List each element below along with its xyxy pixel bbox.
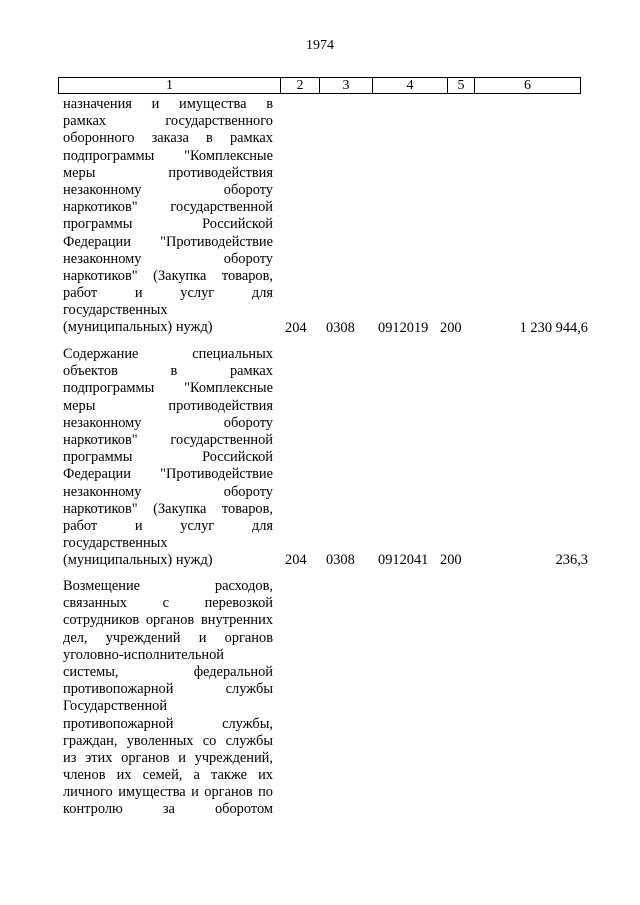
description-line: незаконному обороту xyxy=(63,181,273,198)
description-line: работ и услуг для xyxy=(63,517,273,534)
description-line: незаконному обороту xyxy=(63,250,273,267)
description-line: государственных xyxy=(63,535,168,552)
page-number: 1974 xyxy=(306,38,334,53)
description-line: Федерации "Противодействие xyxy=(63,466,273,483)
expense-type-code: 200 xyxy=(440,319,462,336)
description-line: наркотиков" (Закупка товаров, xyxy=(63,500,273,517)
description-line: Федерации "Противодействие xyxy=(63,233,273,250)
row-description xyxy=(63,578,273,819)
description-line: из этих органов и учреждений, xyxy=(63,749,273,766)
table-header xyxy=(58,77,581,94)
description-line: программы Российской xyxy=(63,216,273,233)
description-line: противопожарной службы, xyxy=(63,715,273,732)
description-line: сотрудников органов внутренних xyxy=(63,612,273,629)
description-line: подпрограммы "Комплексные xyxy=(63,147,273,164)
description-line: Возмещение расходов, xyxy=(63,578,273,594)
description-line: Содержание специальных xyxy=(63,346,273,362)
description-line: незаконному обороту xyxy=(63,414,273,431)
description-line: уголовно-исполнительной xyxy=(63,646,225,663)
description-line: работ и услуг для xyxy=(63,285,273,302)
description-line: меры противодействия xyxy=(63,397,273,414)
row-description xyxy=(63,346,273,569)
description-line: государственных xyxy=(63,302,168,319)
description-line: (муниципальных) нужд) xyxy=(63,552,213,569)
section-code: 0308 xyxy=(326,552,355,569)
grbs-code: 204 xyxy=(285,319,307,336)
description-line: меры противодействия xyxy=(63,164,273,181)
column-header-6: 6 xyxy=(475,78,581,94)
description-line: наркотиков" государственной xyxy=(63,431,273,448)
description-line: назначения и имущества в xyxy=(63,96,273,112)
description-line: личного имущества и органов по xyxy=(63,784,273,801)
description-line: подпрограммы "Комплексные xyxy=(63,380,273,397)
description-line: противопожарной службы xyxy=(63,681,273,698)
description-line: членов их семей, а также их xyxy=(63,767,273,784)
section-code: 0308 xyxy=(326,319,355,336)
column-header-4: 4 xyxy=(373,78,448,94)
description-line: (муниципальных) нужд) xyxy=(63,319,213,336)
column-header-1: 1 xyxy=(59,78,281,94)
amount: 1 230 944,6 xyxy=(519,319,588,336)
description-line: системы, федеральной xyxy=(63,663,273,680)
description-line: Государственной xyxy=(63,698,168,715)
description-line: контролю за оборотом xyxy=(63,801,273,818)
description-line: дел, учреждений и органов xyxy=(63,629,273,646)
grbs-code: 204 xyxy=(285,552,307,569)
description-line: наркотиков" (Закупка товаров, xyxy=(63,267,273,284)
row-description xyxy=(63,96,273,337)
column-header-3: 3 xyxy=(320,78,373,94)
description-line: граждан, уволенных со службы xyxy=(63,732,273,749)
description-line: программы Российской xyxy=(63,449,273,466)
description-line: объектов в рамках xyxy=(63,363,273,380)
description-line: оборонного заказа в рамках xyxy=(63,130,273,147)
column-header-5: 5 xyxy=(448,78,475,94)
column-header-2: 2 xyxy=(281,78,320,94)
amount: 236,3 xyxy=(555,552,588,569)
description-line: наркотиков" государственной xyxy=(63,199,273,216)
description-line: связанных с перевозкой xyxy=(63,595,273,612)
target-article-code: 0912041 xyxy=(378,552,429,569)
expense-type-code: 200 xyxy=(440,552,462,569)
description-line: незаконному обороту xyxy=(63,483,273,500)
description-line: рамках государственного xyxy=(63,113,273,130)
target-article-code: 0912019 xyxy=(378,319,429,336)
